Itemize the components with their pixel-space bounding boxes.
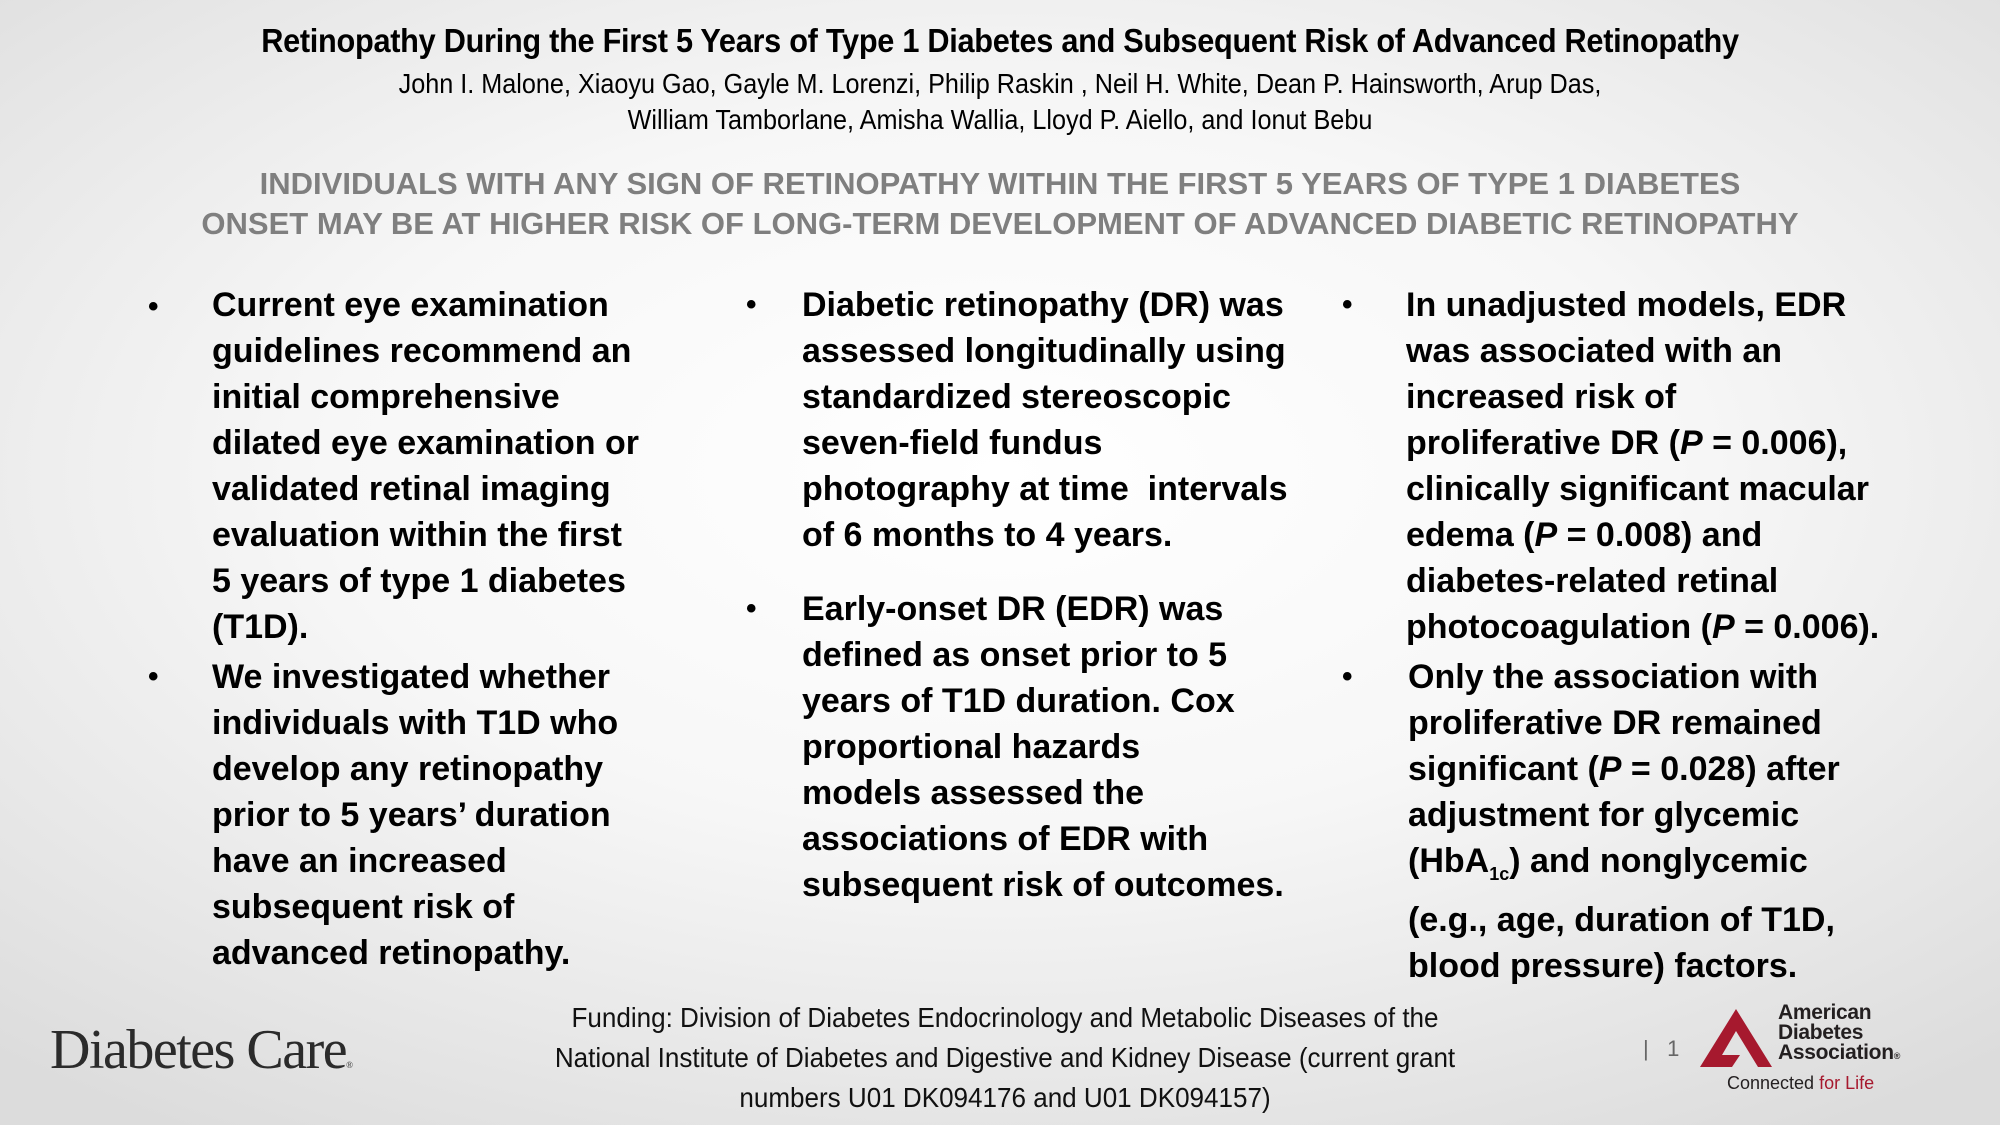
tagline-highlight: for Life [1819,1073,1875,1093]
bullet-line: proliferative DR remained [1408,704,1822,742]
bullet-icon: • [1342,288,1353,321]
key-message-line-1: INDIVIDUALS WITH ANY SIGN OF RETINOPATHY WITHIN THE FIRST 5 YEARS OF TYPE 1 DIABETES [259,166,1741,201]
bullet-line-p-value [1406,604,1922,650]
ada-triangle-icon [1700,1009,1772,1069]
bullet-icon: • [148,290,159,323]
bullet-line: standardized stereoscopic [802,378,1231,416]
bullet-line: advanced retinopathy. [212,934,571,972]
bullet-line: We investigated whether [212,658,611,696]
bullet-item [1342,654,1922,989]
bullet-item [746,282,1306,558]
bullet-icon: • [746,288,757,321]
bullet-line: clinically significant macular [1406,470,1869,508]
bullet-line: blood pressure) factors. [1408,947,1798,985]
text: (HbA [1408,842,1490,880]
bullet-line: subsequent risk of [212,888,515,926]
bullet-icon: • [1342,660,1353,693]
bullet-line: Diabetic retinopathy (DR) was [802,286,1284,324]
bullet-line: adjustment for glycemic [1408,796,1800,834]
bullet-line: proportional hazards [802,728,1141,766]
column-right [1342,282,1922,989]
bullet-icon: • [148,660,159,693]
funding-statement [494,998,1517,1118]
bullet-item [746,586,1306,908]
text: photocoagulation ( [1406,608,1712,646]
bullet-line: associations of EDR with [802,820,1209,858]
bullet-line-p-value [1406,512,1922,558]
bullet-line: Current eye examination [212,286,609,324]
p-symbol: P [1534,516,1558,554]
page-number [1643,1036,1679,1062]
bullet-line: initial comprehensive [212,378,560,416]
bullet-line: diabetes-related retinal [1406,562,1779,600]
ada-line: American [1778,1001,1872,1024]
bullet-line: have an increased [212,842,507,880]
bullet-line: years of T1D duration. Cox [802,682,1235,720]
bullet-line: Only the association with [1408,658,1818,696]
bullet-line: 5 years of type 1 diabetes [212,562,626,600]
text: significant ( [1408,750,1599,788]
ada-logo [1700,1003,1920,1103]
bullet-line: models assessed the [802,774,1145,812]
bullet-line: of 6 months to 4 years. [802,516,1173,554]
column-left [148,282,708,976]
funding-line: Funding: Division of Diabetes Endocrinology and Metabolic Diseases of the [571,1002,1439,1033]
bullet-line: prior to 5 years’ duration [212,796,611,834]
bullet-line-p-value [1408,746,1922,792]
bullet-item [148,654,708,976]
bullet-line: evaluation within the first [212,516,622,554]
page-number-value: 1 [1667,1036,1680,1061]
bullet-line: was associated with an [1406,332,1783,370]
bullet-icon: • [746,592,757,625]
subscript: 1c [1489,864,1510,884]
bullet-line: In unadjusted models, EDR [1406,286,1847,324]
bullet-line: guidelines recommend an [212,332,632,370]
ada-line: Diabetes [1778,1021,1864,1044]
diabetes-care-logo [50,1018,353,1082]
p-value: = 0.028) after [1621,750,1840,788]
key-message-line-2: ONSET MAY BE AT HIGHER RISK OF LONG-TERM DEVELOPMENT OF ADVANCED DIABETIC RETINOPATHY [201,206,1799,241]
p-symbol: P [1711,608,1735,646]
bullet-line: individuals with T1D who [212,704,619,742]
bullet-line: (T1D). [212,608,309,646]
p-value: = 0.006), [1702,424,1848,462]
bullet-line: validated retinal imaging [212,470,611,508]
tagline-text: Connected [1727,1073,1820,1093]
text: edema ( [1406,516,1535,554]
bullet-line: dilated eye examination or [212,424,640,462]
authors-line-2: William Tamborlane, Amisha Wallia, Lloyd P. Aiello, and Ionut Bebu [627,104,1373,135]
ada-wordmark [1778,1003,1900,1066]
registered-mark: ® [1893,1051,1901,1061]
ada-line: Association [1778,1041,1894,1064]
bullet-line: Early-onset DR (EDR) was [802,590,1224,628]
bullet-line: develop any retinopathy [212,750,604,788]
authors-line-1: John I. Malone, Xiaoyu Gao, Gayle M. Lorenzi, Philip Raskin , Neil H. White, Dean P. Hainsworth, Arup Das, [398,68,1602,99]
column-middle [746,282,1306,908]
bullet-item [1342,282,1922,650]
page-title: Retinopathy During the First 5 Years of Type 1 Diabetes and Subsequent Risk of Advanced Retinopathy [261,22,1739,59]
p-symbol: P [1598,750,1622,788]
bullet-line-hba1c [1408,838,1922,897]
funding-line: numbers U01 DK094176 and U01 DK094157) [739,1082,1271,1113]
bullet-line: photography at time intervals [802,470,1288,508]
bullet-line: subsequent risk of outcomes. [802,866,1284,904]
text: ) and nonglycemic [1509,842,1808,880]
ada-tagline [1727,1073,1874,1094]
bullet-line: defined as onset prior to 5 [802,636,1228,674]
p-symbol: P [1679,424,1703,462]
bullet-line: seven-field fundus [802,424,1103,462]
funding-line: National Institute of Diabetes and Digestive and Kidney Disease (current grant [554,1042,1456,1073]
p-value: = 0.008) and [1557,516,1763,554]
bullet-line: (e.g., age, duration of T1D, [1408,901,1835,939]
bullet-line: assessed longitudinally using [802,332,1286,370]
p-value: = 0.006). [1734,608,1880,646]
text: proliferative DR ( [1406,424,1680,462]
bullet-line-p-value [1406,420,1922,466]
bullet-line: increased risk of [1406,378,1677,416]
bullet-item [148,282,708,650]
separator: | [1643,1036,1649,1061]
registered-mark: ® [346,1060,353,1070]
journal-name: Diabetes Care [50,1019,347,1081]
